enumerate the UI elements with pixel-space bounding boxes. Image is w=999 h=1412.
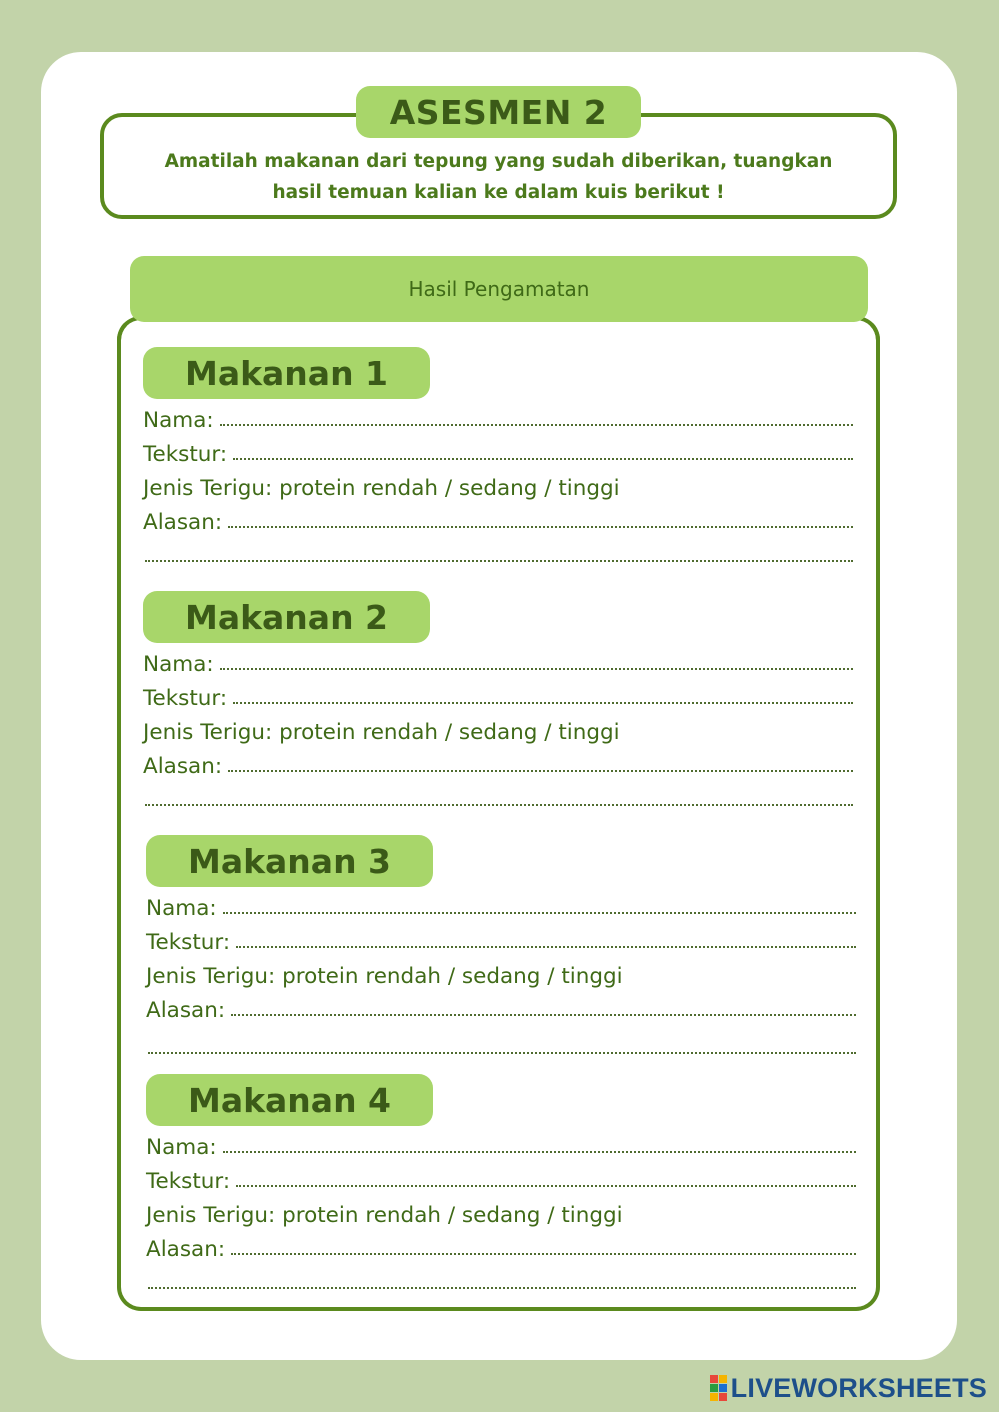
food-title: Makanan 3 bbox=[146, 835, 433, 887]
logo-tiles-icon bbox=[710, 1375, 727, 1401]
alasan-field[interactable] bbox=[143, 501, 853, 535]
alasan-label: Alasan: bbox=[143, 510, 223, 535]
answer-line bbox=[145, 804, 853, 806]
food-block-2 bbox=[143, 591, 853, 813]
tekstur-field[interactable] bbox=[146, 921, 856, 955]
alasan-field[interactable] bbox=[146, 989, 856, 1023]
answer-line bbox=[236, 946, 856, 948]
nama-field[interactable] bbox=[146, 1126, 856, 1160]
tekstur-field[interactable] bbox=[143, 677, 853, 711]
brand-name: LIVEWORKSHEETS bbox=[730, 1372, 987, 1403]
instruction-text bbox=[120, 146, 877, 208]
nama-field[interactable] bbox=[146, 887, 856, 921]
instruction-line-1: Amatilah makanan dari tepung yang sudah diberikan, tuangkan bbox=[164, 151, 833, 172]
section-title: Hasil Pengamatan bbox=[130, 256, 868, 322]
food-block-3 bbox=[146, 835, 856, 1061]
food-block-1 bbox=[143, 347, 853, 569]
page-title: ASESMEN 2 bbox=[356, 86, 641, 138]
alasan-field[interactable] bbox=[146, 1228, 856, 1262]
answer-line bbox=[148, 1287, 856, 1289]
answer-line bbox=[233, 458, 853, 460]
nama-field[interactable] bbox=[143, 399, 853, 433]
answer-line bbox=[228, 526, 853, 528]
alasan-continuation-field[interactable] bbox=[146, 1023, 856, 1061]
nama-label: Nama: bbox=[143, 652, 214, 677]
tekstur-label: Tekstur: bbox=[143, 686, 228, 711]
alasan-label: Alasan: bbox=[143, 754, 223, 779]
answer-line bbox=[228, 770, 853, 772]
answer-line bbox=[223, 1151, 856, 1153]
nama-label: Nama: bbox=[146, 896, 217, 921]
food-block-4 bbox=[146, 1074, 856, 1296]
jenis-terigu-text: Jenis Terigu: protein rendah / sedang / tinggi bbox=[143, 720, 620, 745]
instruction-line-2: hasil temuan kalian ke dalam kuis berikut ! bbox=[272, 182, 725, 203]
tekstur-label: Tekstur: bbox=[143, 442, 228, 467]
food-title: Makanan 1 bbox=[143, 347, 430, 399]
alasan-label: Alasan: bbox=[146, 998, 226, 1023]
liveworksheets-logo[interactable] bbox=[710, 1372, 987, 1404]
nama-label: Nama: bbox=[143, 408, 214, 433]
jenis-terigu-text: Jenis Terigu: protein rendah / sedang / tinggi bbox=[146, 1203, 623, 1228]
answer-line bbox=[236, 1185, 856, 1187]
food-title: Makanan 2 bbox=[143, 591, 430, 643]
answer-line bbox=[231, 1014, 856, 1016]
alasan-field[interactable] bbox=[143, 745, 853, 779]
jenis-terigu-text: Jenis Terigu: protein rendah / sedang / tinggi bbox=[146, 964, 623, 989]
tekstur-label: Tekstur: bbox=[146, 930, 231, 955]
jenis-terigu-text: Jenis Terigu: protein rendah / sedang / tinggi bbox=[143, 476, 620, 501]
answer-line bbox=[148, 1052, 856, 1054]
alasan-continuation-field[interactable] bbox=[146, 1262, 856, 1296]
answer-line bbox=[233, 702, 853, 704]
alasan-continuation-field[interactable] bbox=[143, 779, 853, 813]
answer-line bbox=[223, 912, 856, 914]
alasan-continuation-field[interactable] bbox=[143, 535, 853, 569]
tekstur-field[interactable] bbox=[143, 433, 853, 467]
tekstur-label: Tekstur: bbox=[146, 1169, 231, 1194]
nama-label: Nama: bbox=[146, 1135, 217, 1160]
answer-line bbox=[231, 1253, 856, 1255]
answer-line bbox=[220, 668, 853, 670]
answer-line bbox=[145, 560, 853, 562]
tekstur-field[interactable] bbox=[146, 1160, 856, 1194]
alasan-label: Alasan: bbox=[146, 1237, 226, 1262]
nama-field[interactable] bbox=[143, 643, 853, 677]
food-title: Makanan 4 bbox=[146, 1074, 433, 1126]
answer-line bbox=[220, 424, 853, 426]
